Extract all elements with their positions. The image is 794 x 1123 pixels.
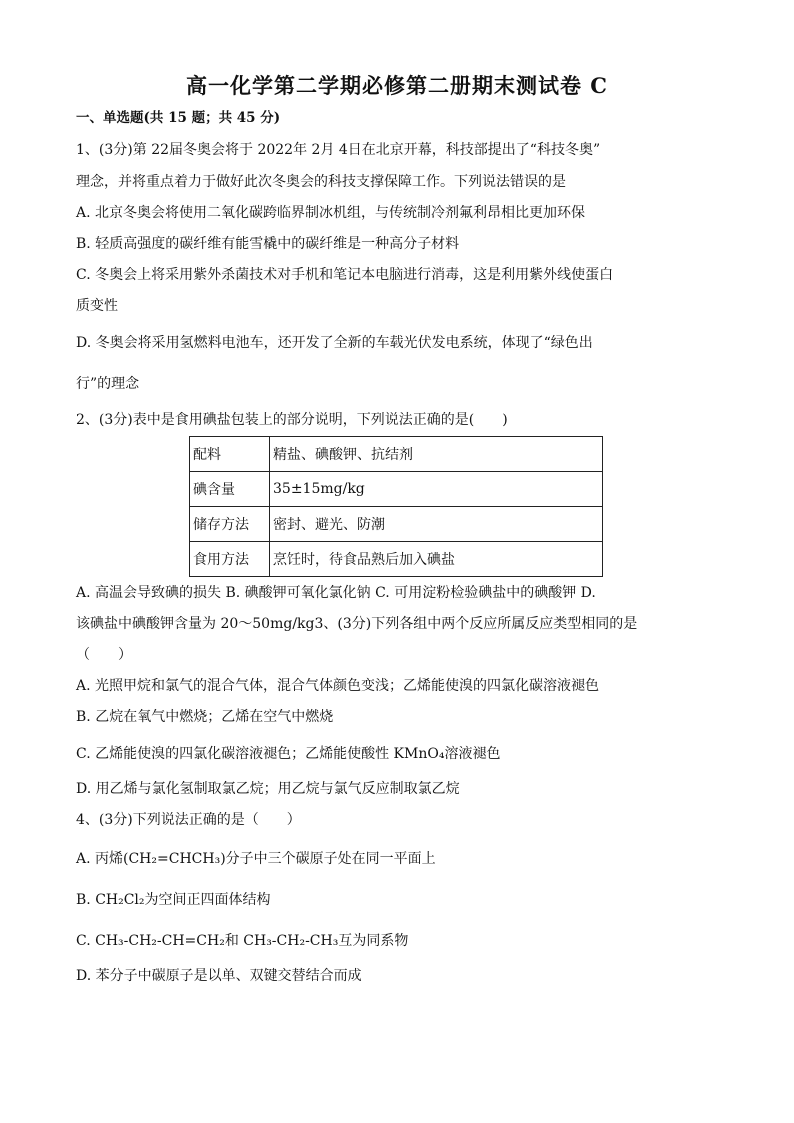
q1-option-d-line2: 行”的理念 <box>76 376 140 392</box>
q3-option-c: C. 乙烯能使溴的四氯化碳溶液褪色；乙烯能使酸性 KMnO₄溶液褪色 <box>76 746 501 762</box>
q2-options-line2: 该碘盐中碘酸钾含量为 20～50mg/kg3、(3分)下列各组中两个反应所属反应类型相同的是 <box>76 616 638 632</box>
q4-option-b: B. CH₂Cl₂为空间正四面体结构 <box>76 892 271 908</box>
iodized-salt-table <box>189 436 603 577</box>
page-title: 高一化学第二学期必修第二册期末测试卷 C <box>185 73 609 98</box>
table-row <box>190 507 603 542</box>
table-cell-key: 配料 <box>190 437 270 472</box>
q2-options-line1: A. 高温会导致碘的损失 B. 碘酸钾可氧化氯化钠 C. 可用淀粉检验碘盐中的碘酸钾 D. <box>76 585 596 601</box>
q1-option-b: B. 轻质高强度的碳纤维有能雪橇中的碳纤维是一种高分子材料 <box>76 236 460 252</box>
table-cell-value: 烹饪时，待食品熟后加入碘盐 <box>270 542 603 577</box>
q3-option-b: B. 乙烷在氧气中燃烧；乙烯在空气中燃烧 <box>76 709 334 725</box>
q1-option-c-line2: 质变性 <box>76 298 118 314</box>
q4-option-a: A. 丙烯(CH₂=CHCH₃)分子中三个碳原子处在同一平面上 <box>76 851 436 867</box>
q4-option-c: C. CH₃-CH₂-CH=CH₂和 CH₃-CH₂-CH₃互为同系物 <box>76 933 409 949</box>
q3-option-d: D. 用乙烯与氯化氢制取氯乙烷；用乙烷与氯气反应制取氯乙烷 <box>76 781 460 797</box>
table-cell-value: 精盐、碘酸钾、抗结剂 <box>270 437 603 472</box>
table-row <box>190 472 603 507</box>
table-row <box>190 437 603 472</box>
table-row <box>190 542 603 577</box>
table-cell-key: 碘含量 <box>190 472 270 507</box>
section-heading: 一、单选题(共 15 题；共 45 分) <box>76 110 281 126</box>
table-cell-key: 储存方法 <box>190 507 270 542</box>
table-cell-value: 密封、避光、防潮 <box>270 507 603 542</box>
q4-option-d: D. 苯分子中碳原子是以单、双键交替结合而成 <box>76 968 362 984</box>
q4-stem: 4、(3分)下列说法正确的是（ ） <box>76 812 301 828</box>
q3-stem-end: （ ） <box>76 647 132 663</box>
table-cell-value: 35±15mg/kg <box>270 472 603 507</box>
q2-stem: 2、(3分)表中是食用碘盐包装上的部分说明，下列说法正确的是( ) <box>76 412 508 428</box>
q1-option-d-line1: D. 冬奥会将采用氢燃料电池车，还开发了全新的车载光伏发电系统，体现了“绿色出 <box>76 335 593 351</box>
q1-stem-line1: 1、(3分)第 22届冬奥会将于 2022年 2月 4日在北京开幕，科技部提出了“科技冬奥” <box>76 142 601 158</box>
table-cell-key: 食用方法 <box>190 542 270 577</box>
q1-option-a: A. 北京冬奥会将使用二氧化碳跨临界制冰机组，与传统制冷剂氟利昂相比更加环保 <box>76 205 586 221</box>
q1-option-c-line1: C. 冬奥会上将采用紫外杀菌技术对手机和笔记本电脑进行消毒，这是利用紫外线使蛋白 <box>76 267 614 283</box>
q1-stem-line2: 理念，并将重点着力于做好此次冬奥会的科技支撑保障工作。下列说法错误的是 <box>76 174 566 190</box>
q3-option-a: A. 光照甲烷和氯气的混合气体，混合气体颜色变浅；乙烯能使溴的四氯化碳溶液褪色 <box>76 678 600 694</box>
